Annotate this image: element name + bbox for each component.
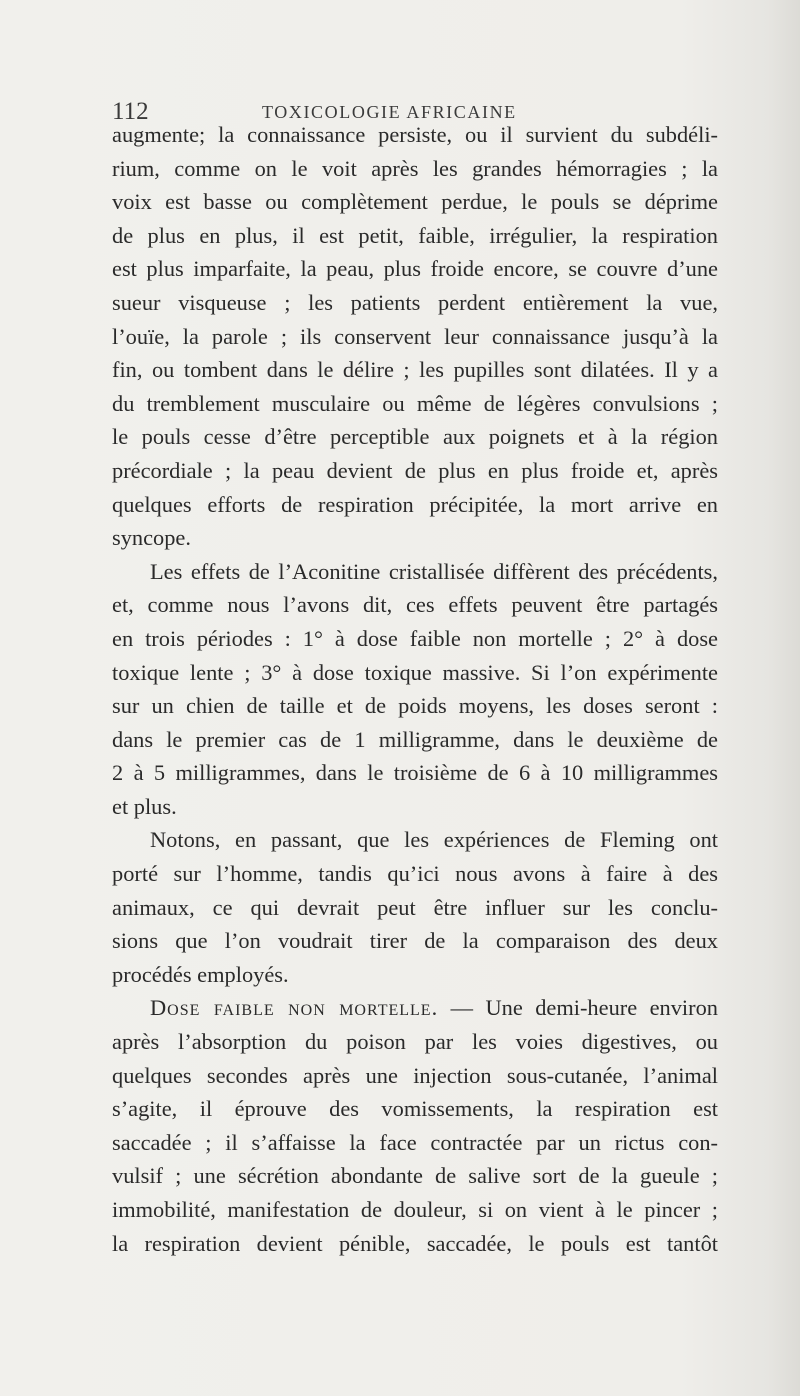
- text-line: [112, 1193, 718, 1227]
- text-line: [112, 488, 718, 522]
- text-line-content: vulsif ; une sécrétion abondante de salive sort de la gueule ;: [112, 1163, 718, 1189]
- text-line: [112, 790, 718, 824]
- text-line: [112, 420, 718, 454]
- text-line: [112, 689, 718, 723]
- text-line-content: le pouls cesse d’être perceptible aux poignets et à la région: [112, 424, 718, 450]
- text-line: [112, 588, 718, 622]
- text-line-content: — Une demi-heure environ: [438, 995, 718, 1021]
- text-line-content: animaux, ce qui devrait peut être influer sur les conclu-: [112, 894, 718, 920]
- text-line: [112, 891, 718, 925]
- text-line-content: fin, ou tombent dans le délire ; les pupilles sont dilatées. Il y a: [112, 357, 718, 383]
- text-line-content: Notons, en passant, que les expériences de Fleming ont: [150, 827, 718, 853]
- text-line-content: sions que l’on voudrait tirer de la comparaison des deux: [112, 928, 718, 954]
- text-line-content: procédés employés.: [112, 961, 289, 987]
- text-line: [112, 1126, 718, 1160]
- text-line: [112, 555, 718, 589]
- text-line: [112, 723, 718, 757]
- text-line-content: 2 à 5 milligrammes, dans le troisième de 6 à 10 milligrammes: [112, 760, 718, 786]
- text-line: [112, 1059, 718, 1093]
- text-line-content: s’agite, il éprouve des vomissements, la respiration est: [112, 1096, 718, 1122]
- body-text: [112, 118, 718, 1260]
- text-line-content: en trois périodes : 1° à dose faible non mortelle ; 2° à dose: [112, 625, 718, 651]
- text-line: [112, 823, 718, 857]
- text-line: [112, 320, 718, 354]
- text-line-content: syncope.: [112, 525, 191, 551]
- text-line-content: et plus.: [112, 793, 177, 819]
- section-heading: Dose faible non mortelle.: [150, 995, 439, 1021]
- text-line: [112, 756, 718, 790]
- text-line-content: est plus imparfaite, la peau, plus froide encore, se couvre d’une: [112, 256, 718, 282]
- text-line-content: immobilité, manifestation de douleur, si on vient à le pincer ;: [112, 1197, 718, 1222]
- text-line-content: voix est basse ou complètement perdue, le pouls se déprime: [112, 189, 718, 215]
- text-line: [112, 991, 718, 1025]
- text-line-content: de plus en plus, il est petit, faible, irrégulier, la respiration: [112, 222, 718, 248]
- text-line: [112, 958, 718, 992]
- text-line-content: dans le premier cas de 1 milligramme, dans le deuxième de: [112, 726, 718, 752]
- text-line-content: quelques secondes après une injection sous-cutanée, l’animal: [112, 1062, 718, 1088]
- text-line-content: et, comme nous l’avons dit, ces effets peuvent être partagés: [112, 592, 718, 618]
- text-line-content: sueur visqueuse ; les patients perdent entièrement la vue,: [112, 289, 718, 315]
- page-number: 112: [112, 98, 149, 125]
- text-line-content: Les effets de l’Aconitine cristallisée diffèrent des précédents,: [150, 558, 718, 584]
- text-line: [112, 219, 718, 253]
- text-line: [112, 1092, 718, 1126]
- text-line: [112, 1025, 718, 1059]
- text-line: [112, 1227, 718, 1261]
- text-line-content: saccadée ; il s’affaisse la face contractée par un rictus con-: [112, 1129, 718, 1155]
- text-line-content: porté sur l’homme, tandis qu’ici nous avons à faire à des: [112, 861, 718, 887]
- text-line-content: sur un chien de taille et de poids moyens, les doses seront :: [112, 693, 718, 719]
- text-line: [112, 656, 718, 690]
- text-line-content: augmente; la connaissance persiste, ou il survient du subdéli-: [112, 122, 718, 147]
- text-line-content: après l’absorption du poison par les voies digestives, ou: [112, 1029, 718, 1055]
- text-line-content: du tremblement musculaire ou même de légères convulsions ;: [112, 390, 718, 416]
- text-line-content: quelques efforts de respiration précipitée, la mort arrive en: [112, 491, 718, 517]
- text-line-content: l’ouïe, la parole ; ils conservent leur connaissance jusqu’à la: [112, 323, 718, 349]
- text-line: [112, 857, 718, 891]
- text-line: [112, 924, 718, 958]
- text-line: [112, 521, 718, 555]
- text-line: [112, 286, 718, 320]
- text-line: [112, 622, 718, 656]
- text-line: [112, 387, 718, 421]
- text-line: [112, 252, 718, 286]
- running-title: TOXICOLOGIE AFRICAINE: [262, 102, 517, 122]
- text-line-content: précordiale ; la peau devient de plus en plus froide et, après: [112, 457, 718, 483]
- text-line: [112, 454, 718, 488]
- text-line: [112, 152, 718, 186]
- text-line: [112, 353, 718, 387]
- text-line-content: rium, comme on le voit après les grandes hémorragies ; la: [112, 155, 718, 181]
- text-line-content: toxique lente ; 3° à dose toxique massive. Si l’on expérimente: [112, 659, 718, 685]
- text-line: [112, 185, 718, 219]
- text-line: [112, 118, 718, 152]
- text-line: [112, 1159, 718, 1193]
- text-line-content: la respiration devient pénible, saccadée, le pouls est tantôt: [112, 1230, 718, 1256]
